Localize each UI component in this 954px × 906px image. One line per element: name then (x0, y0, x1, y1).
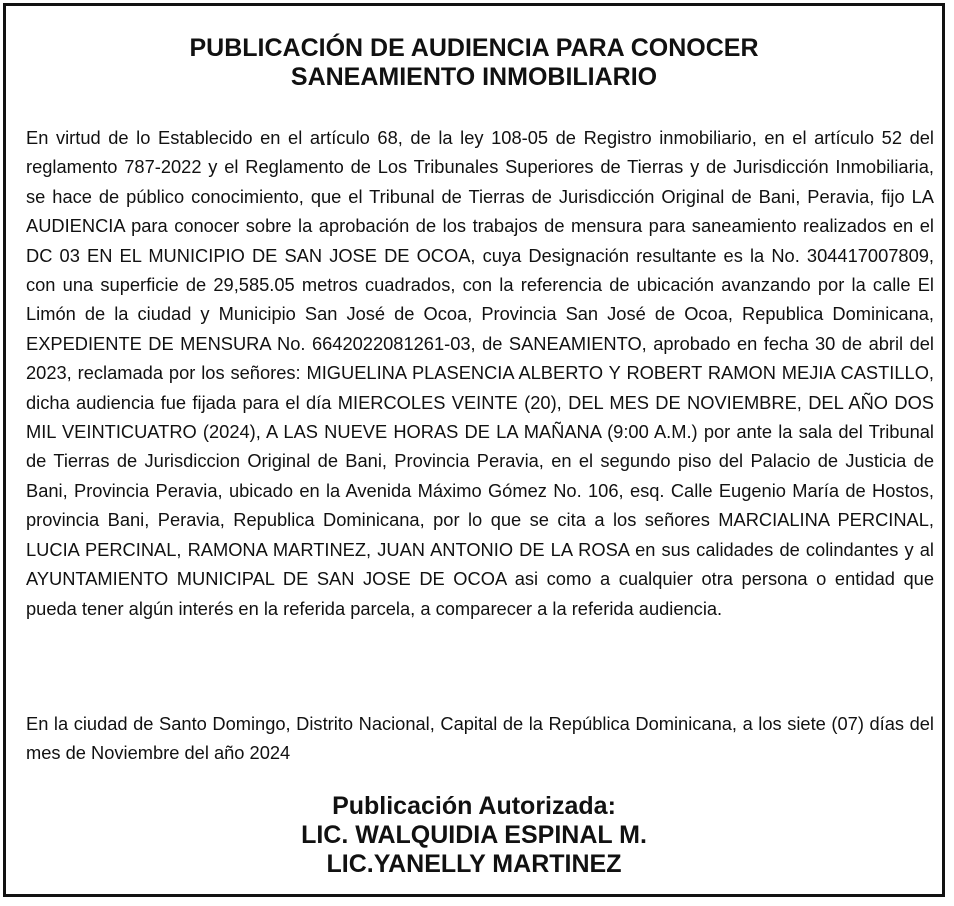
signature-name-2: LIC.YANELLY MARTINEZ (326, 850, 622, 878)
notice-date-paragraph: En la ciudad de Santo Domingo, Distrito Nacional, Capital de la República Dominicana, a los siete (07) días del mes de Noviembre del año 2024 (26, 713, 934, 764)
notice-body-paragraph: En virtud de lo Establecido en el artículo 68, de la ley 108-05 de Registro inmobiliario, en el artículo 52 del reglamento 787-2022 y el Reglamento de Los Tribunales Superiores de Tierras y de Jurisdicción Inmobiliaria, se hace de público conocimiento, que el Tribunal de Tierras de Jurisdicción Original de Bani, Peravia, fijo LA AUDIENCIA para conocer sobre la aprobación de los trabajos de mensura para saneamiento realizados en el DC 03 EN EL MUNICIPIO DE SAN JOSE DE OCOA, cuya Designación resultante es la No. 304417007809, con una superficie de 29,585.05 metros cuadrados, con la referencia de ubicación avanzando por la calle El Limón de la ciudad y Municipio San José de Ocoa, Provincia San José de Ocoa, Republica Dominicana, EXPEDIENTE DE MENSURA No. 6642022081261-03, de SANEAMIENTO, aprobado en fecha 30 de abril del 2023, reclamada por los señores: MIGUELINA PLASENCIA ALBERTO Y ROBERT RAMON MEJIA CASTILLO, dicha audiencia fue fijada para el día MIERCOLES VEINTE (20), DEL MES DE NOVIEMBRE, DEL AÑO DOS MIL VEINTICUATRO (2024), A LAS NUEVE HORAS DE LA MAÑANA (9:00 A.M.) por ante la sala del Tribunal de Tierras de Jurisdiccion Original de Bani, Provincia Peravia, en el segundo piso del Palacio de Justicia de Bani, Provincia Peravia, ubicado en la Avenida Máximo Gómez No. 106, esq. Calle Eugenio María de Hostos, provincia Bani, Peravia, Republica Dominicana, por lo que se cita a los señores MARCIALINA PERCINAL, LUCIA PERCINAL, RAMONA MARTINEZ, JUAN ANTONIO DE LA ROSA en sus calidades de colindantes y al AYUNTAMIENTO MUNICIPAL DE SAN JOSE DE OCOA asi como a cualquier otra persona o entidad que pueda tener algún interés en la referida parcela, a comparecer a la referida audiencia. (26, 127, 934, 619)
signature-block (6, 792, 942, 879)
notice-title-line-2: SANEAMIENTO INMOBILIARIO (290, 63, 658, 91)
notice-title-line-1: PUBLICACIÓN DE AUDIENCIA PARA CONOCER (189, 34, 759, 62)
signature-name-1: LIC. WALQUIDIA ESPINAL M. (301, 821, 647, 849)
notice-border (3, 3, 945, 897)
signature-heading: Publicación Autorizada: (332, 792, 616, 820)
notice-title (6, 34, 942, 92)
